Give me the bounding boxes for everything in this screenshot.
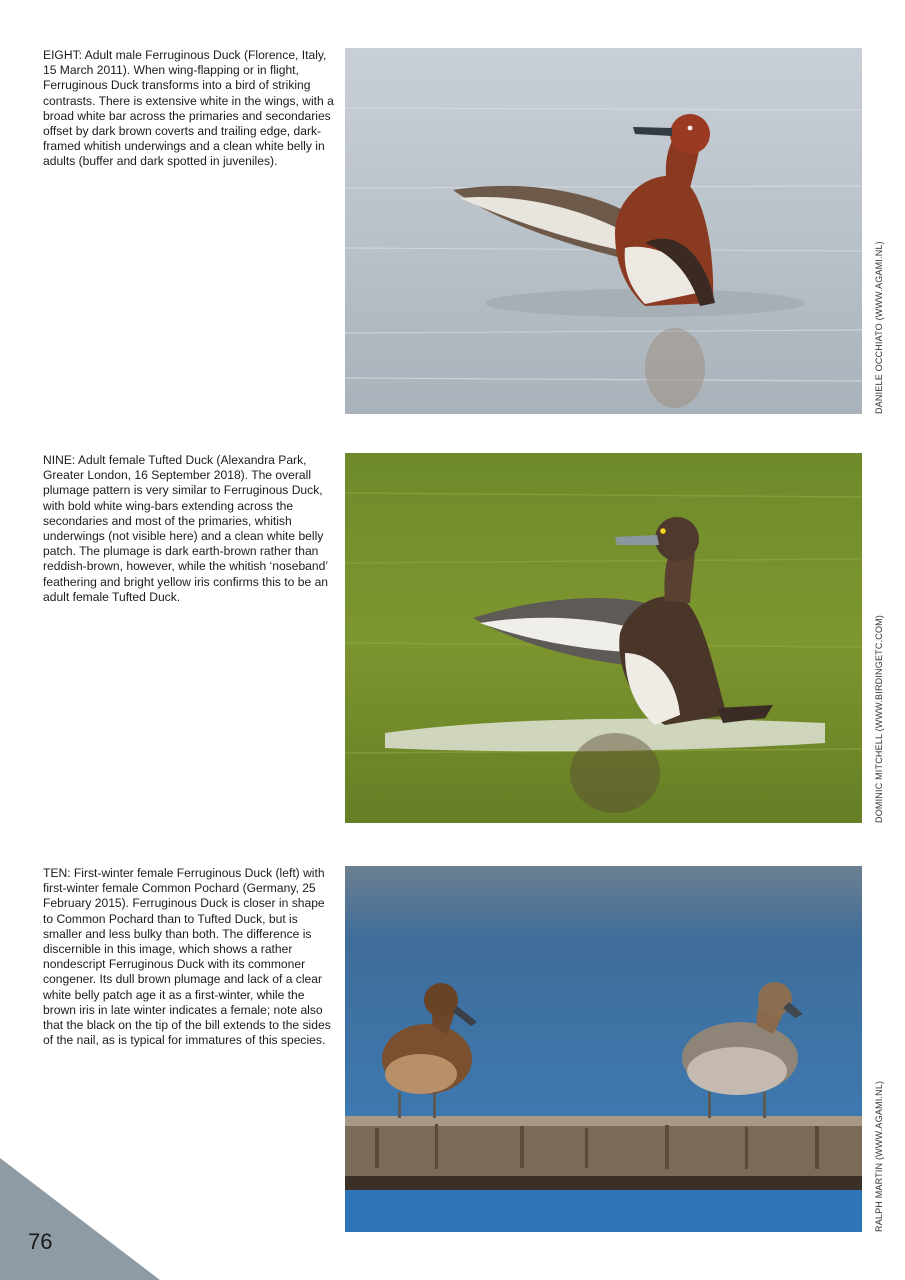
page-number: 76 xyxy=(28,1229,53,1254)
ferruginous-duck-photo xyxy=(345,48,862,414)
page-corner-triangle xyxy=(0,1158,160,1280)
corner-shape xyxy=(0,1158,160,1280)
figure-ten-caption: TEN: First-winter female Ferruginous Duck (left) with first-winter female Common Pochard (Germany, 25 February 2015). Ferruginous Duck is closer in shape to Common Pochard than to Tufted Duck, but is smaller and less bulky than both. The difference is discernible in this image, which shows a rather nondescript Ferruginous Duck with its commoner congener. Its dull brown plumage and lack of a clear white belly patch age it as a first-winter, while the brown iris in late winter indicates a female; note also that the black on the tip of the bill extends to the sides of the nail, as is typical for immatures of this species. xyxy=(43,866,331,1048)
figure-eight-credit: DANIELE OCCHIATO (WWW.AGAMI.NL) xyxy=(874,241,884,414)
figure-ten-credit: RALPH MARTIN (WWW.AGAMI.NL) xyxy=(874,1080,884,1232)
tufted-duck-photo xyxy=(345,453,862,823)
figure-eight-photo xyxy=(345,48,862,414)
figure-nine-credit: DOMINIC MITCHELL (WWW.BIRDINGETC.COM) xyxy=(874,614,884,823)
figure-nine-caption: NINE: Adult female Tufted Duck (Alexandra Park, Greater London, 16 September 2018). The overall plumage pattern is very similar to Ferruginous Duck, with bold white wing-bars extending across the secondaries and most of the primaries, whitish underwings (not visible here) and a clean white belly patch. The plumage is dark earth-brown rather than reddish-brown, however, while the whitish ‘noseband’ feathering and bright yellow iris confirms this to be an adult female Tufted Duck. xyxy=(43,453,329,604)
figure-eight-caption: EIGHT: Adult male Ferruginous Duck (Florence, Italy, 15 March 2011). When wing-flapping or in flight, Ferruginous Duck transforms into a bird of striking contrasts. There is extensive white in the wings, with a broad white bar across the primaries and secondaries offset by dark brown coverts and trailing edge, dark-framed whitish underwings and a clean white belly in adults (buffer and dark spotted in juveniles). xyxy=(43,48,334,169)
ferruginous-and-pochard-photo xyxy=(345,866,862,1232)
figure-nine-photo xyxy=(345,453,862,823)
figure-ten-photo xyxy=(345,866,862,1232)
